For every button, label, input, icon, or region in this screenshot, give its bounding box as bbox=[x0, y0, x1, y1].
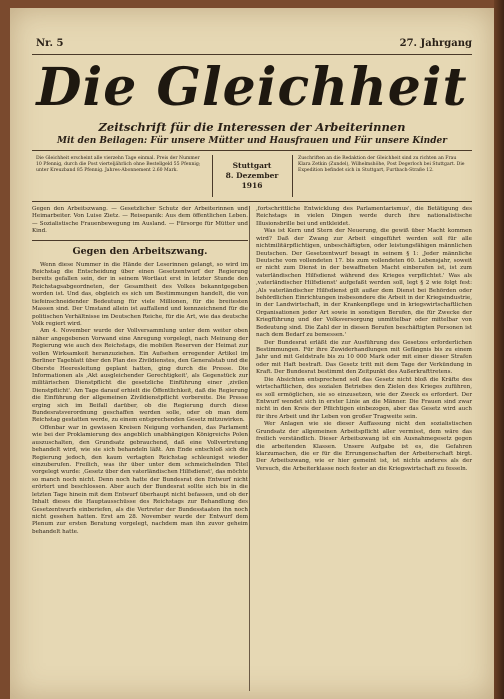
article-headline: Gegen den Arbeitszwang. bbox=[72, 245, 208, 257]
subscription-info: Die Gleichheit erscheint alle vierzehn Tage einmal. Preis der Nummer 10 Pfennig, durch die Post vierteljährlich ohne Bestellgeld 55 Pfennig; unter Kreuzband 85 Pfennig. Jahres-Abonnement 2.60 Mark. bbox=[36, 156, 201, 174]
masthead-title: Die Gleichheit bbox=[36, 57, 468, 118]
article-paragraph: Offenbar war in gewissen Kreisen Neigung vorhanden, das Parlament wie bei der Proklamierung des angeblich unabhängigen Königreichs Polen auszuschalten, den Grundsatz gebrauchend, daß eine Vollvertretung behandelt wird, wie sie sich behandeln läßt. Am Ende entschloß sich die Regierung jedoch, den kaum vertagten Reichstag schleunigst wieder einzuberufen. Freilich, was ihr über unter dem schmeichelnden Titel vorgelegt wurde: ‚Gesetz über den vaterländischen Hilfsdienst', das möchte so manch noch nicht. Denn noch hatte der Bundesrat den Entwurf nicht erörtert und beschlossen. Aber auch der Bundesrat sollte sich bis in die letzten Tage hinein mit dem Entwurf überhaupt nicht befassen, und ob der Inhalt dieses die Hauptausschüsse des Reichstags zur Behandlung des Gesetzentwurfs einberiefen, als die Vertreter der Bundesstaaten ihn noch nicht gesehen hatten. Erst am 28. November wurde der Entwurf dem Plenum zur ersten Beratung vorgelegt, nachdem man ihn zuvor geheim behandelt hatte. bbox=[32, 424, 248, 535]
article-paragraph: Der Bundesrat erläßt die zur Ausführung des Gesetzes erforderlichen Bestimmungen. Für ihre Zuwiderhandlungen mit Gefängnis bis zu einem Jahr und mit Geldstrafe bis zu 10 000 Mark oder mit einer dieser Strafen oder mit Haft bestraft. Das Gesetz tritt mit dem Tage der Verkündung in Kraft. Der Bundesrat bestimmt den Zeitpunkt des Außerkrafttretens. bbox=[256, 339, 472, 376]
column-divider bbox=[249, 206, 250, 691]
issue-date: 8. Dezember 1916 bbox=[225, 171, 279, 190]
article-paragraph: Wer Anlagen wie sie dieser Auffassung nicht den sozialistischen Grundsatz der allgemeinen Arbeitspflicht aller vermisst, dem wäre das freilich verständlich. Dieser Arbeitszwang ist ein Ausnahmegesetz gegen die arbeitenden Klassen. Unsere Aufgabe ist es, die Gefahren klarzumachen, die er für die Errungenschaften der Arbeiterschaft birgt. Der Arbeitszwang, wie er hier gemeint ist, ist nichts anderes als der Versuch, die Arbeiterklasse noch fester an die Kriegswirtschaft zu fesseln. bbox=[256, 421, 472, 472]
newspaper-page bbox=[10, 8, 494, 699]
publication-info-box bbox=[32, 150, 472, 202]
info-divider-left bbox=[212, 155, 213, 197]
volume-year: 27. Jahrgang bbox=[399, 38, 472, 49]
top-rule bbox=[32, 54, 472, 55]
article-paragraph: Am 4. November wurde der Vollversammlung unter dem weiter oben näher angegebenen Vorwand eine Anregung vorgelegt, nach Meinung der Regierung wie auch des Reichstags, die mobilen Reserven der Heimat zur vollen Wirksamkeit heranzuziehen. Ein Aufsehen erregender Artikel im Berliner Tageblatt über den Plan des Zivildienstes, den Generalstab und die Oberste Heeresleitung geplant hatten, ging durch die Presse. Die Informationen als ‚Akt ausgleichender Gerechtigkeit', als Gegenstück zur militärischen Dienstpflicht die gesetzliche Einführung einer ‚zivilen Dienstpflicht'. Am Tage darauf erhielt die Öffentlichkeit, daß die Regierung die Einführung der allgemeinen Zivildienstpflicht vorbereite. Die Presse erging sich im Beifall darüber, ob die Regierung durch diese Bundesratsverordnung geschaffen werden solle, oder ob man dem Reichstag gestatten werde, zu einem entsprechenden Gesetz mitzuwirken. bbox=[32, 328, 248, 424]
article-paragraph: ‚fortschrittliche Entwicklung des Parlamentarismus', die Betätigung des Reichstags in vielen Dingen werde durch ihre nationalistische Illusionsbrille bei und entkleidet. bbox=[256, 206, 472, 227]
issue-number: Nr. 5 bbox=[36, 38, 64, 49]
editorial-address: Zuschriften an die Redaktion der Gleichheit sind zu richten an Frau Klara Zetkin (Zundel), Wilhelmshöhe, Post Degerloch bei Stuttgart. Die Expedition befindet sich in Stuttgart, Furtbach-Straße 12. bbox=[298, 156, 465, 174]
right-column bbox=[256, 206, 472, 473]
issue-place-date bbox=[217, 161, 287, 191]
issue-place: Stuttgart bbox=[232, 161, 272, 170]
article-paragraph: Wenn diese Nummer in die Hände der Leserinnen gelangt, so wird im Reichstag die Entscheidung über einen Gesetzentwurf der Regierung bereits gefallen sein, der in seinem Wortlaut erst in letzter Stunde den Reichstagsabgeordneten, der Gesamtheit des Volkes bekanntgegeben worden ist. Und das, obgleich es sich um Bestimmungen handelt, die von tiefeinschneidender Bedeutung für viele Millionen, für die breitesten Massen sind. Der Umstand allein ist auffallend und kennzeichnend für die politischen Verhältnisse im Deutschen Reiche, für die Art, wie das deutsche Volk regiert wird. bbox=[32, 261, 248, 327]
table-of-contents: Gegen den Arbeitszwang. — Gesetzlicher Schutz der Arbeiterinnen und Heimarbeiter. Von Luise Zietz. — Reisepanik: Aus dem öffentlichen Leben. — Sozialistische Frauenbewegung im Ausland. — Fürsorge für Mütter und Kind. bbox=[32, 206, 248, 235]
binding-edge bbox=[494, 0, 504, 699]
masthead-supplements: Mit den Beilagen: Für unsere Mütter und Hausfrauen und Für unsere Kinder bbox=[57, 136, 447, 146]
left-column bbox=[32, 206, 248, 536]
info-divider-right bbox=[292, 155, 293, 197]
article-paragraph: Die Absichten entsprechend soll das Gesetz nicht bloß die Kräfte des wirtschaftlichen, des sozialen Betriebes den Zielen des Krieges zuführen, es soll ermöglichen, sie so einzusetzen, wie der Zweck es erfordert. Der Entwurf wendet sich in erster Linie an die Männer. Die Frauen sind zwar nicht in den Kreis der Pflichtigen einbezogen, aber das Gesetz wird auch für ihre Arbeit und ihr Leben von großer Tragweite sein. bbox=[256, 376, 472, 420]
article-paragraph: Was ist Kern und Stern der Neuerung, die gewiß über Macht kommen wird? Daß der Zwang zur Arbeit eingeführt werden soll für alle nichtmilitärpflichtigen, unbeschäftigten, oder leistungsfähigen männlichen Deutschen. Der Gesetzentwurf besagt in seinem § 1: ‚Jeder männliche Deutsche vom vollendeten 17. bis zum vollendeten 60. Lebensjahr, soweit er nicht zum Dienst in der bewaffneten Macht einberufen ist, ist zum vaterländischen Hilfsdienst während des Krieges verpflichtet.' Was als ‚vaterländischer Hilfsdienst' aufgefaßt werden soll, legt § 2 wie folgt fest: ‚Als vaterländischer Hilfsdienst gilt außer dem Dienst bei Behörden oder behördlichen Einrichtungen insbesondere die Arbeit in der Kriegsindustrie, in der Landwirtschaft, in der Krankenpflege und in kriegswirtschaftlichen Organisationen jeder Art sowie in sonstigen Berufen, die für Zwecke der Kriegführung und der Volksversorgung unmittelbar oder mittelbar von Bedeutung sind. Die Zahl der in diesen Berufen beschäftigten Personen ist nach dem Bedarf zu bemessen.' bbox=[256, 228, 472, 339]
contents-rule bbox=[32, 240, 248, 241]
masthead-subtitle: Zeitschrift für die Interessen der Arbeiterinnen bbox=[98, 120, 406, 134]
